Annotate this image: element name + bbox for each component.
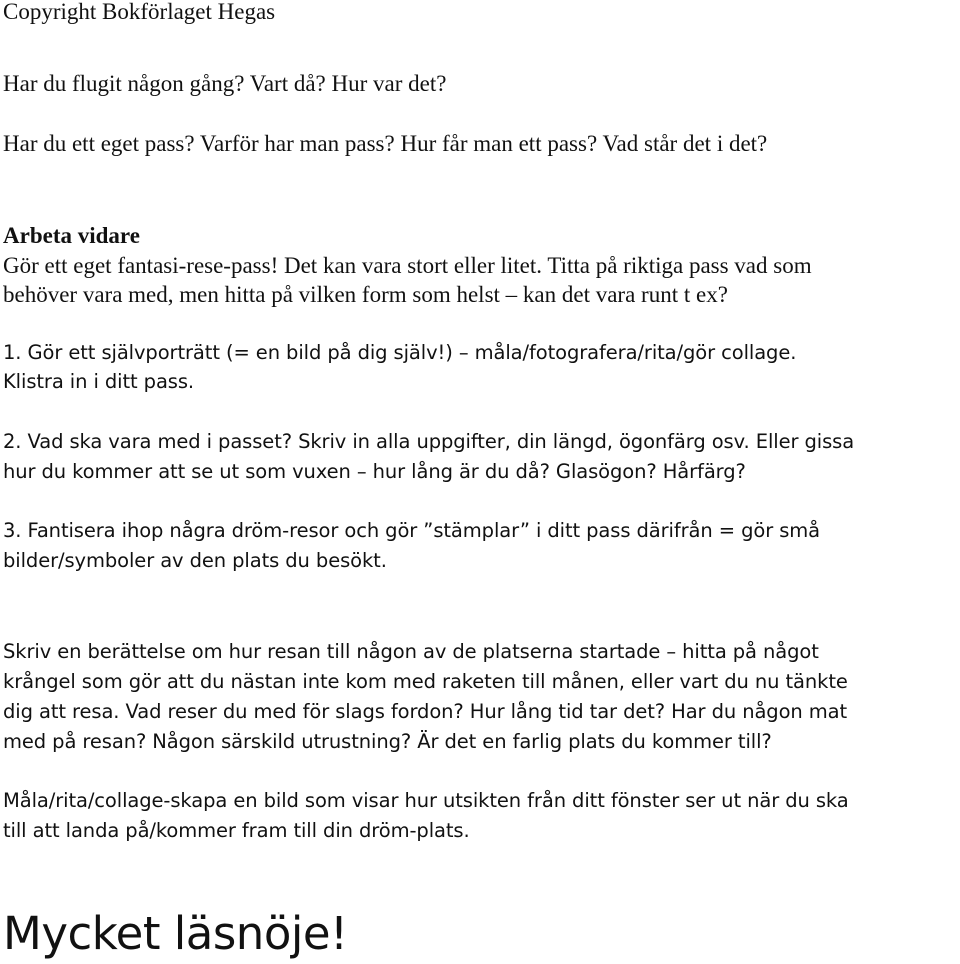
closing-text: Mycket läsnöje! <box>3 907 348 960</box>
copyright-line: Copyright Bokförlaget Hegas <box>3 0 276 24</box>
story-task-line-4: med på resan? Någon särskild utrustning? Är det en farlig plats du kommer till? <box>3 730 772 753</box>
painting-task-line-2: till att landa på/kommer fram till din dröm-plats. <box>3 819 470 842</box>
question-passport: Har du ett eget pass? Varför har man pass? Hur får man ett pass? Vad står det i det? <box>3 131 768 156</box>
painting-task-line-1: Måla/rita/collage-skapa en bild som visar hur utsikten från ditt fönster ser ut när du ska <box>3 789 849 812</box>
task-3-line-1: 3. Fantisera ihop några dröm-resor och gör ”stämplar” i ditt pass därifrån = gör små <box>3 519 821 542</box>
question-flying: Har du flugit någon gång? Vart då? Hur var det? <box>3 71 447 96</box>
section-heading: Arbeta vidare <box>3 223 140 248</box>
task-2-line-1: 2. Vad ska vara med i passet? Skriv in alla uppgifter, din längd, ögonfärg osv. Eller gissa <box>3 430 855 453</box>
story-task-line-1: Skriv en berättelse om hur resan till någon av de platserna startade – hitta på något <box>3 640 819 663</box>
task-3-line-2: bilder/symboler av den plats du besökt. <box>3 549 387 572</box>
section-intro-line-2: behöver vara med, men hitta på vilken form som helst – kan det vara runt t ex? <box>3 282 728 307</box>
task-2-line-2: hur du kommer att se ut som vuxen – hur lång är du då? Glasögon? Hårfärg? <box>3 460 746 483</box>
story-task-line-3: dig att resa. Vad reser du med för slags fordon? Hur lång tid tar det? Har du någon mat <box>3 700 848 723</box>
task-1-line-2: Klistra in i ditt pass. <box>3 370 195 393</box>
story-task-line-2: krångel som gör att du nästan inte kom med raketen till månen, eller vart du nu tänkte <box>3 670 848 693</box>
section-intro-line-1: Gör ett eget fantasi-rese-pass! Det kan vara stort eller litet. Titta på riktiga pass vad som <box>3 253 812 278</box>
task-1-line-1: 1. Gör ett självporträtt (= en bild på dig själv!) – måla/fotografera/rita/gör collage. <box>3 341 797 364</box>
